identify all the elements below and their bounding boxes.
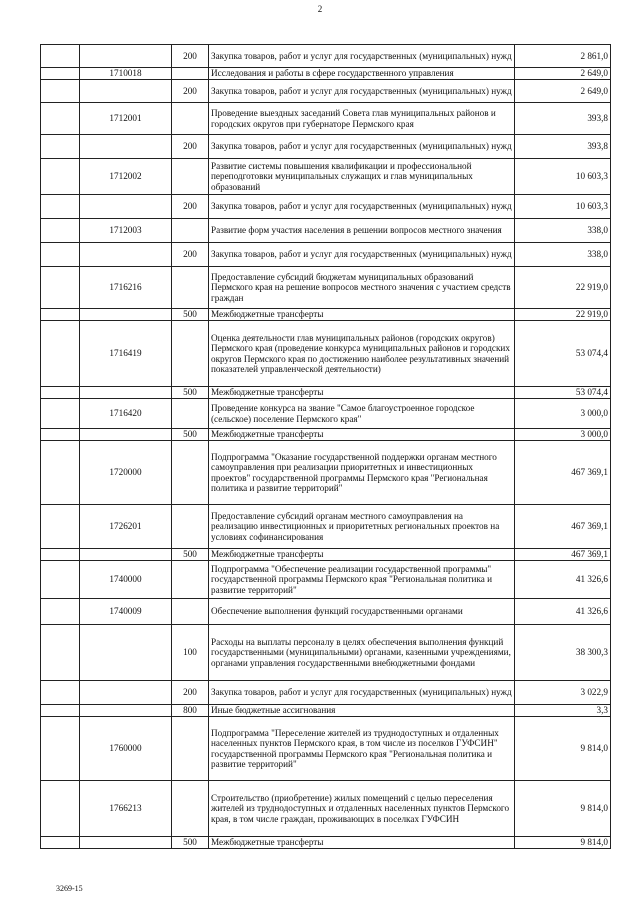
row-section-cell xyxy=(41,45,80,68)
row-name-cell: Предоставление субсидий бюджетам муниципальных образований Пермского края на решение вопросов местного значения с участием средств граждан xyxy=(209,267,515,309)
row-name-cell: Межбюджетные трансферты xyxy=(209,309,515,321)
row-code-cell xyxy=(80,135,172,159)
row-sum-cell: 2 649,0 xyxy=(515,68,611,80)
table-row xyxy=(41,399,611,429)
row-code-cell: 1720000 xyxy=(80,441,172,505)
row-name-cell: Проведение выездных заседаний Совета глав муниципальных районов и городских округов при губернаторе Пермского края xyxy=(209,103,515,135)
row-section-cell xyxy=(41,219,80,243)
table-row xyxy=(41,429,611,441)
row-name-cell: Закупка товаров, работ и услуг для государственных (муниципальных) нужд xyxy=(209,45,515,68)
row-name-cell: Развитие форм участия населения в решении вопросов местного значения xyxy=(209,219,515,243)
row-expense-type-cell xyxy=(172,399,209,429)
table-row xyxy=(41,103,611,135)
row-section-cell xyxy=(41,599,80,625)
budget-table xyxy=(40,44,611,849)
row-expense-type-cell: 500 xyxy=(172,387,209,399)
table-row xyxy=(41,159,611,195)
row-section-cell xyxy=(41,80,80,103)
row-code-cell xyxy=(80,243,172,267)
row-section-cell xyxy=(41,781,80,837)
table-row xyxy=(41,219,611,243)
row-expense-type-cell xyxy=(172,505,209,549)
table-row xyxy=(41,45,611,68)
row-name-cell: Подпрограмма "Обеспечение реализации государственной программы" государственной программы Пермского края "Региональная политика и развитие территорий" xyxy=(209,561,515,599)
row-section-cell xyxy=(41,681,80,705)
row-sum-cell: 393,8 xyxy=(515,135,611,159)
table-row xyxy=(41,705,611,717)
row-expense-type-cell xyxy=(172,781,209,837)
row-expense-type-cell: 500 xyxy=(172,837,209,849)
row-name-cell: Межбюджетные трансферты xyxy=(209,837,515,849)
row-expense-type-cell xyxy=(172,599,209,625)
row-sum-cell: 467 369,1 xyxy=(515,441,611,505)
row-name-cell: Исследования и работы в сфере государственного управления xyxy=(209,68,515,80)
row-code-cell: 1766213 xyxy=(80,781,172,837)
row-expense-type-cell xyxy=(172,267,209,309)
row-section-cell xyxy=(41,429,80,441)
table-row xyxy=(41,309,611,321)
row-name-cell: Расходы на выплаты персоналу в целях обеспечения выполнения функций государственными (муниципальными) органами, казенными учреждениями, органами управления государственными внебюджетными фондами xyxy=(209,625,515,681)
row-section-cell xyxy=(41,159,80,195)
row-code-cell xyxy=(80,429,172,441)
row-expense-type-cell xyxy=(172,717,209,781)
row-section-cell xyxy=(41,441,80,505)
row-section-cell xyxy=(41,321,80,387)
row-expense-type-cell: 500 xyxy=(172,429,209,441)
row-expense-type-cell: 200 xyxy=(172,243,209,267)
row-name-cell: Проведение конкурса на звание "Самое благоустроенное городское (сельское) поселение Пермского края" xyxy=(209,399,515,429)
row-expense-type-cell xyxy=(172,68,209,80)
table-row xyxy=(41,267,611,309)
row-section-cell xyxy=(41,399,80,429)
row-sum-cell: 41 326,6 xyxy=(515,599,611,625)
row-code-cell: 1710018 xyxy=(80,68,172,80)
row-section-cell xyxy=(41,705,80,717)
row-code-cell xyxy=(80,549,172,561)
row-name-cell: Закупка товаров, работ и услуг для государственных (муниципальных) нужд xyxy=(209,195,515,219)
row-section-cell xyxy=(41,68,80,80)
row-expense-type-cell xyxy=(172,219,209,243)
row-code-cell: 1712003 xyxy=(80,219,172,243)
table-row xyxy=(41,68,611,80)
document-footer-code: 3269-15 xyxy=(56,884,83,893)
row-code-cell: 1726201 xyxy=(80,505,172,549)
table-row xyxy=(41,681,611,705)
row-code-cell xyxy=(80,195,172,219)
table-row xyxy=(41,80,611,103)
row-name-cell: Подпрограмма "Оказание государственной поддержки органам местного самоуправления при реализации приоритетных и инвестиционных проектов" государственной программы Пермского края "Региональная политика и развитие территорий" xyxy=(209,441,515,505)
row-name-cell: Межбюджетные трансферты xyxy=(209,429,515,441)
row-section-cell xyxy=(41,549,80,561)
row-expense-type-cell: 500 xyxy=(172,549,209,561)
table-row xyxy=(41,195,611,219)
row-name-cell: Предоставление субсидий органам местного самоуправления на реализацию инвестиционных и приоритетных региональных проектов на условиях софинансирования xyxy=(209,505,515,549)
row-expense-type-cell: 200 xyxy=(172,45,209,68)
row-section-cell xyxy=(41,387,80,399)
row-code-cell xyxy=(80,625,172,681)
table-row xyxy=(41,321,611,387)
row-name-cell: Обеспечение выполнения функций государственными органами xyxy=(209,599,515,625)
table-row xyxy=(41,561,611,599)
row-code-cell xyxy=(80,45,172,68)
row-name-cell: Межбюджетные трансферты xyxy=(209,549,515,561)
row-sum-cell: 9 814,0 xyxy=(515,717,611,781)
row-code-cell: 1740009 xyxy=(80,599,172,625)
page-number: 2 xyxy=(317,4,323,14)
row-sum-cell: 41 326,6 xyxy=(515,561,611,599)
row-section-cell xyxy=(41,135,80,159)
row-code-cell: 1760000 xyxy=(80,717,172,781)
row-section-cell xyxy=(41,561,80,599)
row-code-cell: 1716420 xyxy=(80,399,172,429)
row-sum-cell: 22 919,0 xyxy=(515,309,611,321)
row-sum-cell: 3 022,9 xyxy=(515,681,611,705)
row-sum-cell: 338,0 xyxy=(515,243,611,267)
row-code-cell xyxy=(80,387,172,399)
table-row xyxy=(41,717,611,781)
row-section-cell xyxy=(41,267,80,309)
budget-table-body xyxy=(41,45,611,849)
row-expense-type-cell: 100 xyxy=(172,625,209,681)
table-row xyxy=(41,505,611,549)
row-expense-type-cell xyxy=(172,159,209,195)
row-expense-type-cell: 800 xyxy=(172,705,209,717)
row-name-cell: Оценка деятельности глав муниципальных районов (городских округов) Пермского края (проведение конкурса муниципальных районов и городских округов Пермского края по достижению наиболее результативных значений показателей управленческой деятельности) xyxy=(209,321,515,387)
row-code-cell: 1716216 xyxy=(80,267,172,309)
row-code-cell: 1716419 xyxy=(80,321,172,387)
row-code-cell: 1712001 xyxy=(80,103,172,135)
table-row xyxy=(41,625,611,681)
row-sum-cell: 53 074,4 xyxy=(515,387,611,399)
row-sum-cell: 9 814,0 xyxy=(515,781,611,837)
row-sum-cell: 467 369,1 xyxy=(515,549,611,561)
row-code-cell xyxy=(80,705,172,717)
row-name-cell: Развитие системы повышения квалификации и профессиональной переподготовки муниципальных служащих и глав муниципальных образований xyxy=(209,159,515,195)
row-section-cell xyxy=(41,625,80,681)
row-section-cell xyxy=(41,837,80,849)
row-code-cell xyxy=(80,80,172,103)
row-sum-cell: 2 861,0 xyxy=(515,45,611,68)
row-sum-cell: 467 369,1 xyxy=(515,505,611,549)
row-section-cell xyxy=(41,195,80,219)
table-row xyxy=(41,135,611,159)
row-name-cell: Межбюджетные трансферты xyxy=(209,387,515,399)
row-section-cell xyxy=(41,717,80,781)
table-row xyxy=(41,441,611,505)
row-expense-type-cell: 200 xyxy=(172,135,209,159)
row-expense-type-cell xyxy=(172,441,209,505)
row-code-cell: 1740000 xyxy=(80,561,172,599)
row-name-cell: Подпрограмма "Переселение жителей из труднодоступных и отдаленных населенных пунктов Пермского края, в том числе из поселков ГУФСИН" государственной программы Пермского края "Региональная политика и развитие территорий" xyxy=(209,717,515,781)
row-sum-cell: 53 074,4 xyxy=(515,321,611,387)
row-expense-type-cell: 200 xyxy=(172,80,209,103)
row-expense-type-cell xyxy=(172,561,209,599)
row-sum-cell: 38 300,3 xyxy=(515,625,611,681)
table-row xyxy=(41,781,611,837)
row-expense-type-cell xyxy=(172,321,209,387)
table-row xyxy=(41,549,611,561)
row-name-cell: Закупка товаров, работ и услуг для государственных (муниципальных) нужд xyxy=(209,243,515,267)
row-code-cell: 1712002 xyxy=(80,159,172,195)
row-sum-cell: 10 603,3 xyxy=(515,159,611,195)
row-sum-cell: 3 000,0 xyxy=(515,399,611,429)
row-section-cell xyxy=(41,103,80,135)
row-section-cell xyxy=(41,243,80,267)
row-code-cell xyxy=(80,837,172,849)
row-name-cell: Строительство (приобретение) жилых помещений с целью переселения жителей из труднодоступных и отдаленных населенных пунктов Пермского края, в том числе граждан, проживающих в поселках ГУФСИН xyxy=(209,781,515,837)
row-expense-type-cell xyxy=(172,103,209,135)
table-row xyxy=(41,243,611,267)
row-section-cell xyxy=(41,505,80,549)
row-sum-cell: 2 649,0 xyxy=(515,80,611,103)
row-sum-cell: 338,0 xyxy=(515,219,611,243)
row-sum-cell: 3,3 xyxy=(515,705,611,717)
row-code-cell xyxy=(80,681,172,705)
row-sum-cell: 22 919,0 xyxy=(515,267,611,309)
row-sum-cell: 3 000,0 xyxy=(515,429,611,441)
row-code-cell xyxy=(80,309,172,321)
table-row xyxy=(41,837,611,849)
row-name-cell: Иные бюджетные ассигнования xyxy=(209,705,515,717)
table-row xyxy=(41,599,611,625)
row-sum-cell: 393,8 xyxy=(515,103,611,135)
row-sum-cell: 9 814,0 xyxy=(515,837,611,849)
row-name-cell: Закупка товаров, работ и услуг для государственных (муниципальных) нужд xyxy=(209,80,515,103)
row-section-cell xyxy=(41,309,80,321)
row-expense-type-cell: 500 xyxy=(172,309,209,321)
row-sum-cell: 10 603,3 xyxy=(515,195,611,219)
row-expense-type-cell: 200 xyxy=(172,195,209,219)
row-name-cell: Закупка товаров, работ и услуг для государственных (муниципальных) нужд xyxy=(209,681,515,705)
table-row xyxy=(41,387,611,399)
row-name-cell: Закупка товаров, работ и услуг для государственных (муниципальных) нужд xyxy=(209,135,515,159)
row-expense-type-cell: 200 xyxy=(172,681,209,705)
